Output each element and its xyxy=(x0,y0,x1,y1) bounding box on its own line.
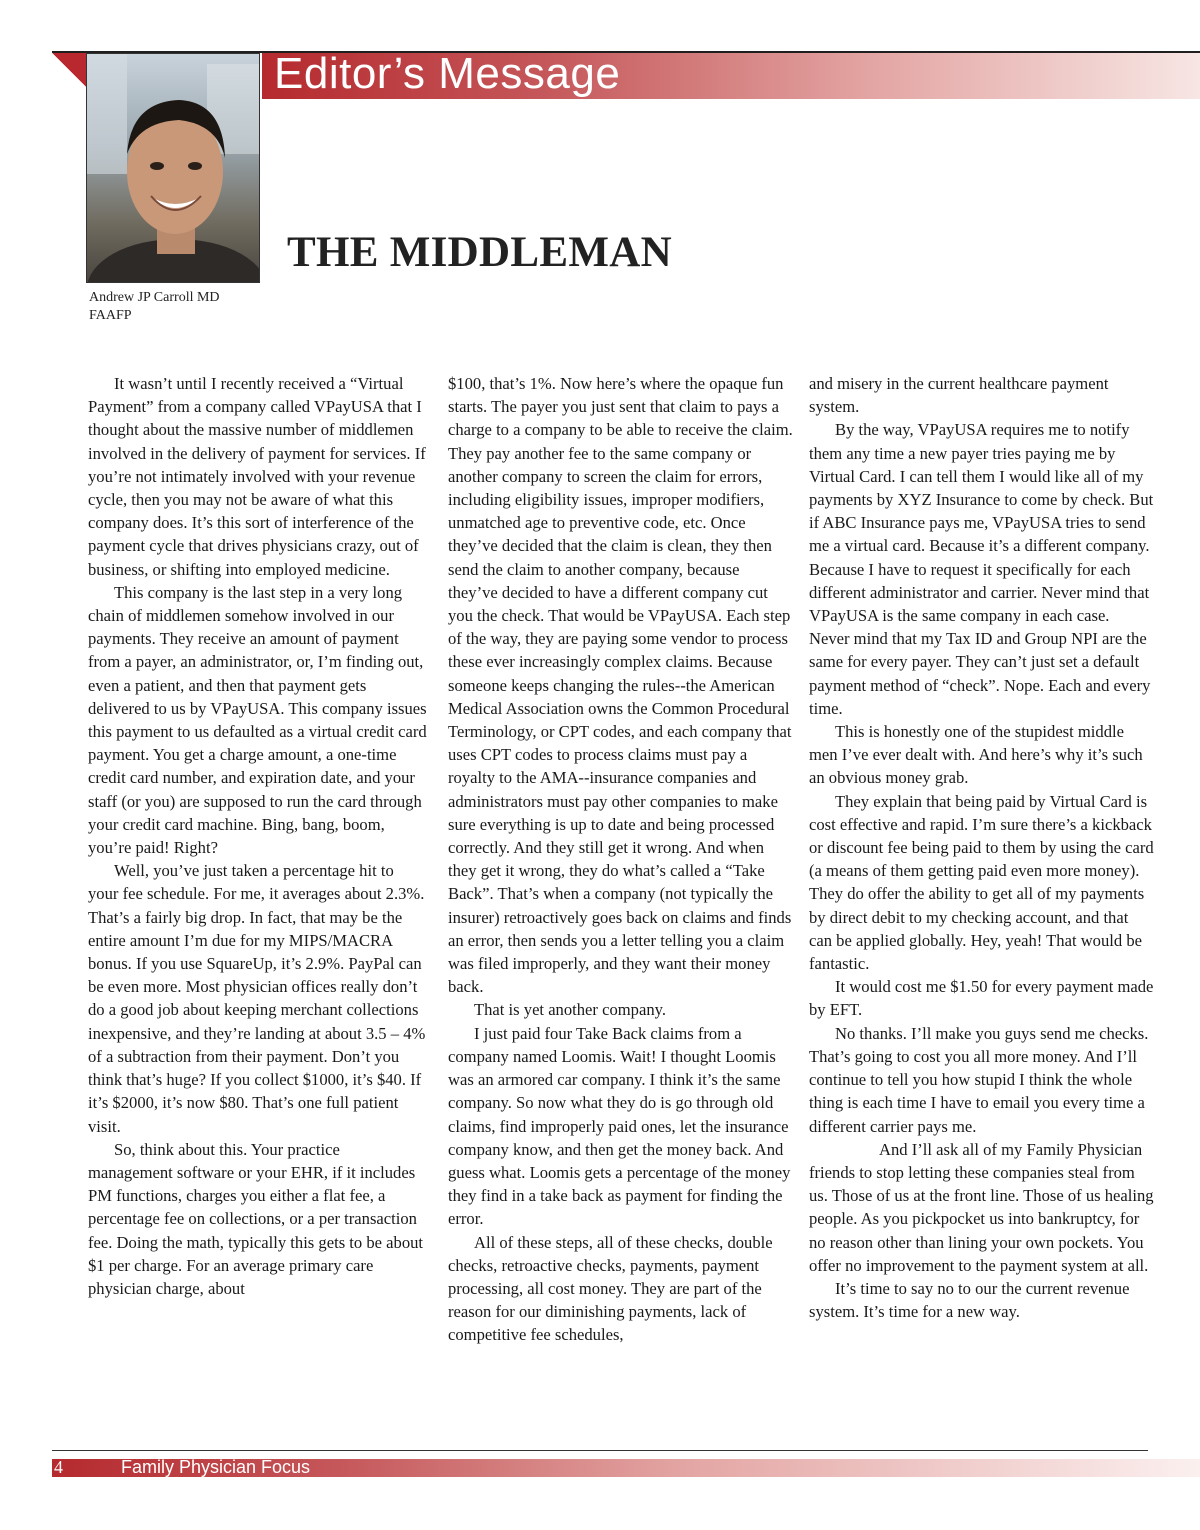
footer-rule xyxy=(52,1450,1148,1451)
publication-name: Family Physician Focus xyxy=(121,1457,311,1477)
author-portrait-icon xyxy=(87,54,259,282)
paragraph: This company is the last step in a very long chain of middlemen somehow involved in our payments. They receive an amount of payment from a payer, an administrator, or, I’m finding out, even a patient, and then that payment gets delivered to us by VPayUSA. This company issues this payment to us defaulted as a virtual credit card payment. You get a charge amount, a one-time credit card number, and expiration date, and your staff (or you) are supposed to run the card through your credit card machine. Bing, bang, boom, you’re paid! Right? xyxy=(88,582,427,858)
article-column-1 xyxy=(88,372,428,1300)
author-name: Andrew JP Carroll MD xyxy=(89,290,220,305)
article-title: THE MIDDLEMAN xyxy=(287,229,672,276)
header-corner-triangle xyxy=(52,53,86,87)
paragraph: It’s time to say no to our the current revenue system. It’s time for a new way. xyxy=(809,1278,1130,1322)
paragraph: It wasn’t until I recently received a “Virtual Payment” from a company called VPayUSA that I thought about the massive number of middlemen involved in the delivery of payment for services. If you’re not intimately involved with your revenue cycle, then you may not be aware of what this company does. It’s this sort of interference of the payment cycle that drives physicians crazy, out of business, or shifting into employed medicine. xyxy=(88,374,426,579)
article-column-2 xyxy=(448,372,793,1347)
author-credentials: FAAFP xyxy=(89,308,132,323)
paragraph: It would cost me $1.50 for every payment made by EFT. xyxy=(809,977,1154,1020)
paragraph: And I’ll ask all of my Family Physician friends to stop letting these companies steal from us. Those of us at the front line. Those of us healing people. As you pickpocket us into bankruptcy, for no reason other than lining your own pockets. You offer no improvement to the payment system at all. xyxy=(809,1139,1154,1275)
paragraph: So, think about this. Your practice management software or your EHR, if it includes PM functions, charges you either a flat fee, a percentage fee on collections, or a per transaction fee. Doing the math, typically this gets to be about $1 per charge. For an average primary care physician charge, about xyxy=(88,1139,424,1298)
paragraph: and misery in the current healthcare payment system. xyxy=(809,374,1109,417)
section-title: Editor’s Message xyxy=(274,49,621,98)
page-number: 4 xyxy=(54,1457,63,1477)
paragraph: They explain that being paid by Virtual Card is cost effective and rapid. I’m sure there’s a kickback or discount fee being paid to them by using the card (a means of them getting paid even more money). They do offer the ability to get all of my payments by direct debit to my checking account, and that can be applied globally. Hey, yeah! That would be fantastic. xyxy=(809,791,1154,974)
paragraph: That is yet another company. xyxy=(474,1000,666,1020)
author-photo xyxy=(86,53,260,283)
paragraph: This is honestly one of the stupidest middle men I’ve ever dealt with. And here’s why it’s such an obvious money grab. xyxy=(809,722,1143,788)
paragraph: No thanks. I’ll make you guys send me checks. That’s going to cost you all more money. And I’ll continue to tell you how stupid I think the whole thing is each time I have to email you every time a different carrier pays me. xyxy=(809,1023,1149,1136)
article-column-3 xyxy=(809,372,1154,1323)
paragraph: By the way, VPayUSA requires me to notify them any time a new payer tries paying me by Virtual Card. I can tell them I would like all of my payments by XYZ Insurance to come by check. But if ABC Insurance pays me, VPayUSA tries to send me a virtual card. Because it’s a different company. Because I have to request it specifically for each different administrator and carrier. Never mind that VPayUSA is the same company in each case. Never mind that my Tax ID and Group NPI are the same for every payer. They can’t just set a default payment method of “check”. Nope. Each and every time. xyxy=(809,420,1154,718)
author-byline xyxy=(89,289,289,325)
paragraph: I just paid four Take Back claims from a company named Loomis. Wait! I thought Loomis was an armored car company. I think it’s the same company. So now what they do is go through old claims, find improperly paid ones, let the insurance company know, and then get the money back. And guess what. Loomis gets a percentage of the money they find in a take back as payment for finding the error. xyxy=(448,1023,791,1229)
paragraph: Well, you’ve just taken a percentage hit to your fee schedule. For me, it averages about 2.3%. That’s a fairly big drop. In fact, that may be the entire amount I’m due for my MIPS/MACRA bonus. If you use SquareUp, it’s 2.9%. PayPal can be even more. Most physician offices really don’t do a good job about keeping merchant collections inexpensive, and they’re landing at about 3.5 – 4% of a subtraction from their payment. Don’t you think that’s huge? If you collect $1000, it’s $40. If it’s $2000, it’s now $80. That’s one full patient visit. xyxy=(88,861,426,1136)
paragraph: $100, that’s 1%. Now here’s where the opaque fun starts. The payer you just sent that claim to pays a charge to a company to be able to receive the claim. They pay another fee to the same company or another company to screen the claim for errors, including eligibility issues, improper modifiers, unmatched age to preventive code, etc. Once they’ve decided that the claim is clean, they then send the claim to another company, because they’ve decided to have a different company cut you the check. That would be VPayUSA. Each step of the way, they are paying some vendor to process these ever increasingly complex claims. Because someone keeps changing the rules--the American Medical Association owns the Common Procedural Terminology, or CPT codes, and each company that uses CPT codes to process claims must pay a royalty to the AMA--insurance companies and administrators must pay other companies to make sure everything is up to date and being processed correctly. And they still get it wrong. And when they get it wrong, they do what’s called a “Take Back”. That’s when a company (not typically the insurer) retroactively goes back on claims and finds an error, then sends you a letter telling you a claim was filed improperly, and they want their money back. xyxy=(448,374,793,997)
paragraph: All of these steps, all of these checks, double checks, retroactive checks, payments, payment processing, all cost money. They are part of the reason for our diminishing payments, lack of competitive fee schedules, xyxy=(448,1232,773,1345)
